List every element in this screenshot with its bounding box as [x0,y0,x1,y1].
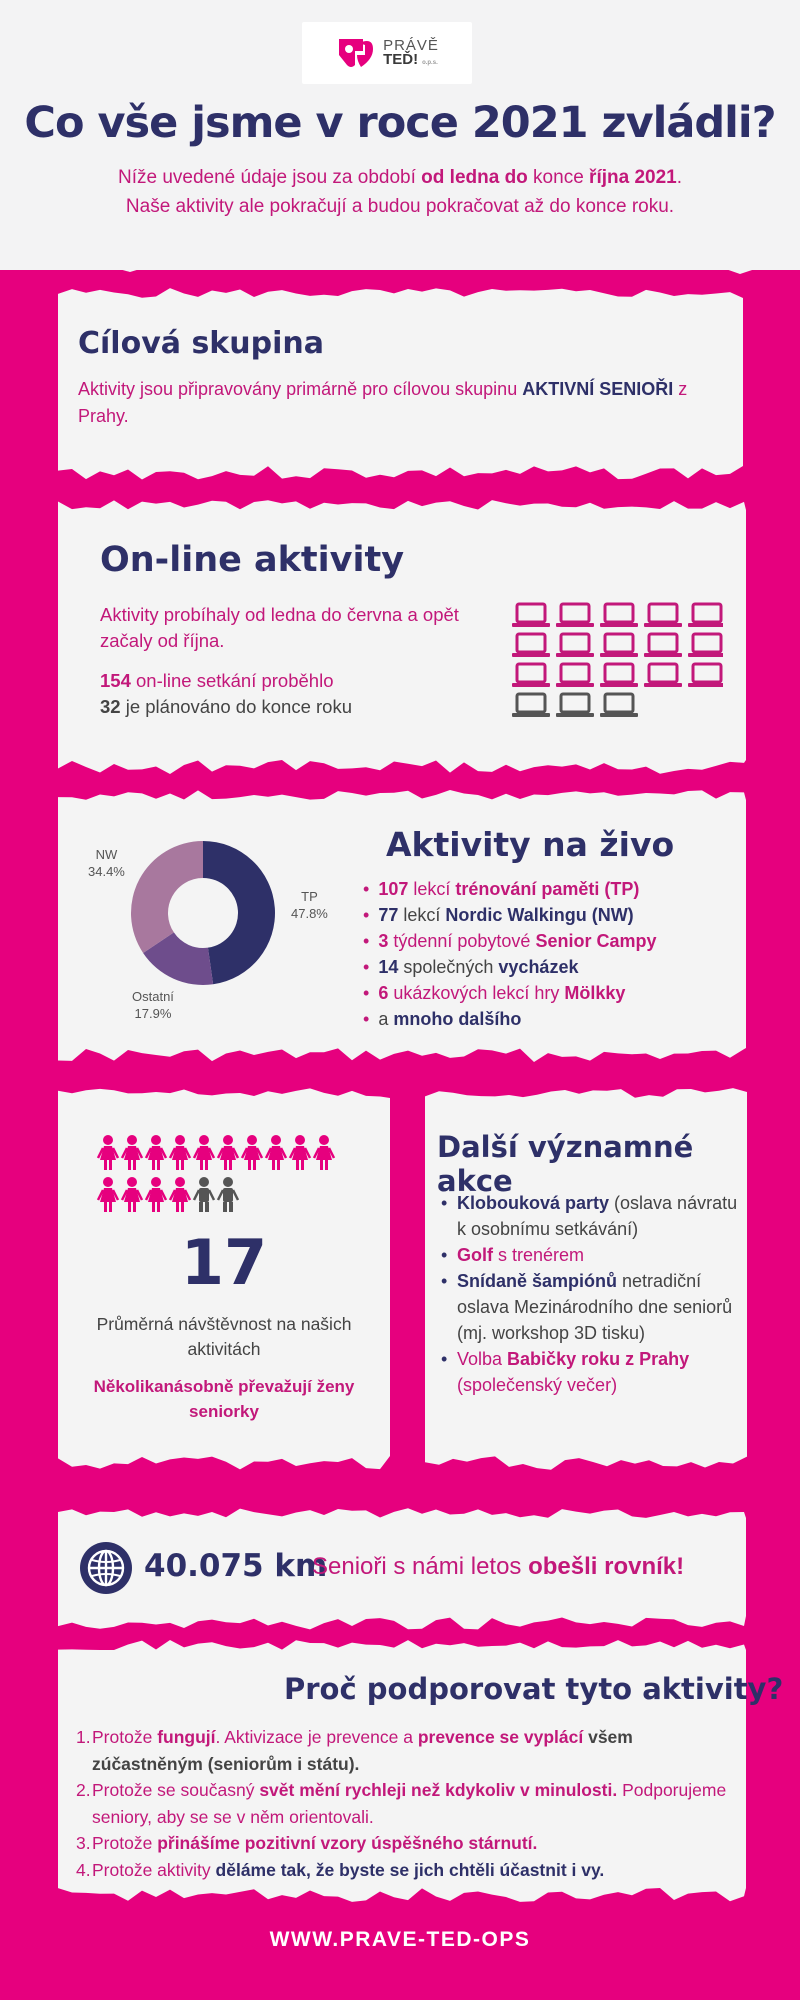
why-item-text: Protože se současný [92,1780,260,1800]
online-stats [100,668,490,720]
header-torn-edge [0,230,800,290]
why-item-text: přinášíme pozitivní vzory úspěšného stárnutí. [157,1833,538,1853]
laptop-icon [644,664,682,687]
woman-icon [146,1177,166,1212]
attendance-card [58,1098,390,1456]
distance-text: Senioři s námi letos obešli rovník! [312,1553,685,1580]
why-item-text: Protože [92,1727,158,1747]
donut-label-tp: TP 47.8% [291,889,328,921]
logo-heart-icon [335,35,377,71]
torn-edge-bottom [58,1888,746,1902]
activities-donut-chart [128,838,278,988]
why-item-text: . Aktivizace je prevence a [215,1727,418,1747]
footer-url-link[interactable]: WWW.PRAVE-TED-OPS [269,1928,531,1951]
why-list [76,1724,734,1883]
why-item-text: všem zúčastněným (seniorům i státu). [92,1727,633,1774]
torn-edge-bottom [58,1616,746,1629]
intro-line-2: Naše aktivity ale pokračují a budou pokračovat až do konce roku. [125,196,675,217]
torn-edge-bottom [425,1456,747,1470]
woman-icon [170,1135,190,1170]
live-item: • 77 lekcí Nordic Walkingu (NW) [363,902,656,928]
online-title: On-line aktivity [100,540,405,580]
page-title: Co vše jsme v roce 2021 zvládli? [24,98,776,148]
laptop-icon [600,634,638,657]
laptop-icon [512,634,550,657]
distance-value: 40.075 km [144,1548,328,1584]
donut-label-other: Ostatní 17.9% [132,989,174,1021]
laptop-icon [556,664,594,687]
people-icon-grid [96,1134,346,1224]
attendance-label: Průměrná návštěvnost na našich aktivitách [96,1314,352,1359]
torn-edge-top [58,500,746,510]
laptop-icon [600,694,638,717]
why-item-text: Protože [92,1833,158,1853]
torn-edge-bottom [58,466,743,479]
woman-icon [170,1177,190,1212]
events-title: Další významné akce [437,1130,694,1198]
event-item: • Snídaně šampiónů netradiční oslava Mezinárodního dne seniorů (mj. workshop 3D tisku) [439,1268,739,1346]
torn-edge-bottom [58,760,746,774]
brand-logo[interactable] [302,22,472,84]
why-item-text: Podporujeme seniory, aby se se v něm orientovali. [92,1780,727,1827]
laptop-icon [512,664,550,687]
laptops-icon-grid [511,602,723,722]
why-item-number: 1. [76,1727,91,1747]
live-item: • 3 týdenní pobytové Senior Campy [363,928,656,954]
why-item [76,1724,734,1777]
woman-icon [98,1177,118,1212]
woman-icon [98,1135,118,1170]
live-item: • 14 společných vycházek [363,954,656,980]
woman-icon [122,1135,142,1170]
live-list [363,876,656,1032]
target-group-card [58,298,743,466]
laptop-icon [600,664,638,687]
why-title: Proč podporovat tyto aktivity? [284,1672,784,1706]
torn-edge-top [58,790,746,800]
why-item [76,1777,734,1830]
live-item: • a mnoho dalšího [363,1006,656,1032]
live-item: • 107 lekcí trénování paměti (TP) [363,876,656,902]
logo-line2: TEĎ! o.p.s. [383,51,438,68]
laptop-icon [688,604,723,627]
laptop-icon [688,634,723,657]
woman-icon [146,1135,166,1170]
woman-icon [194,1135,214,1170]
woman-icon [314,1135,334,1170]
donut-slice-tp [203,841,275,984]
events-card [425,1098,747,1456]
woman-icon [290,1135,310,1170]
event-item: • Volba Babičky roku z Prahy (společenský večer) [439,1346,739,1398]
man-icon [194,1177,214,1212]
laptop-icon [600,604,638,627]
laptop-icon [644,634,682,657]
donut-slice-nw [131,841,203,953]
distance-card [58,1518,746,1616]
torn-edge-top [58,1640,746,1650]
why-item-text: fungují [157,1727,216,1747]
laptop-icon [556,634,594,657]
globe-icon [78,1540,134,1596]
woman-icon [242,1135,262,1170]
why-support-card [58,1650,784,1888]
laptop-icon [512,694,550,717]
why-item-number: 3. [76,1833,91,1853]
woman-icon [218,1135,238,1170]
why-item [76,1830,734,1857]
why-item-text: prevence se vyplácí [417,1727,584,1747]
online-activities-card [58,510,746,760]
torn-edge-top [58,1508,746,1518]
why-item-number: 4. [76,1859,91,1880]
target-group-title: Cílová skupina [78,326,324,361]
live-title: Aktivity na živo [386,825,675,864]
woman-icon [122,1177,142,1212]
torn-edge-bottom [58,1456,390,1469]
event-item: • Golf s trenérem [439,1242,739,1268]
online-done: 154 on-line setkání proběhlo [100,670,334,691]
live-activities-card [58,800,746,1048]
laptop-icon [556,694,594,717]
man-icon [218,1177,238,1212]
laptop-icon [644,604,682,627]
laptop-icon [688,664,723,687]
online-description: Aktivity probíhaly od ledna do června a opět začaly od října. [100,604,459,651]
attendance-note: Několikanásobně převažují ženy seniorky [93,1377,355,1421]
torn-edge-top [58,1088,390,1098]
why-item-text: děláme tak, že byste se jich chtěli účastnit i vy. [215,1859,605,1880]
why-item-text: Protože aktivity [92,1859,216,1880]
event-item: • Klobouková party (oslava návratu k osobnímu setkávání) [439,1190,739,1242]
donut-label-nw: NW 34.4% [88,847,125,879]
attendance-value: 17 [180,1226,268,1299]
logo-line1: PRÁVĚ [383,36,439,54]
online-planned: 32 je plánováno do konce roku [100,696,352,717]
woman-icon [266,1135,286,1170]
events-list [439,1190,739,1398]
torn-edge-top [425,1088,747,1098]
why-item-number: 2. [76,1780,91,1800]
why-item-text: svět mění rychleji než kdykoliv v minulosti. [259,1780,618,1800]
intro-text [0,163,800,221]
live-item: • 6 ukázkových lekcí hry Mölkky [363,980,656,1006]
why-item [76,1857,734,1884]
target-group-text: Aktivity jsou připravovány primárně pro cílovou skupinu AKTIVNÍ SENIOŘI z Prahy. [78,379,688,426]
laptop-icon [556,604,594,627]
torn-edge-bottom [58,1048,746,1062]
laptop-icon [512,604,550,627]
intro-line-1: Níže uvedené údaje jsou za období od ledna do konce října 2021. [118,167,682,188]
